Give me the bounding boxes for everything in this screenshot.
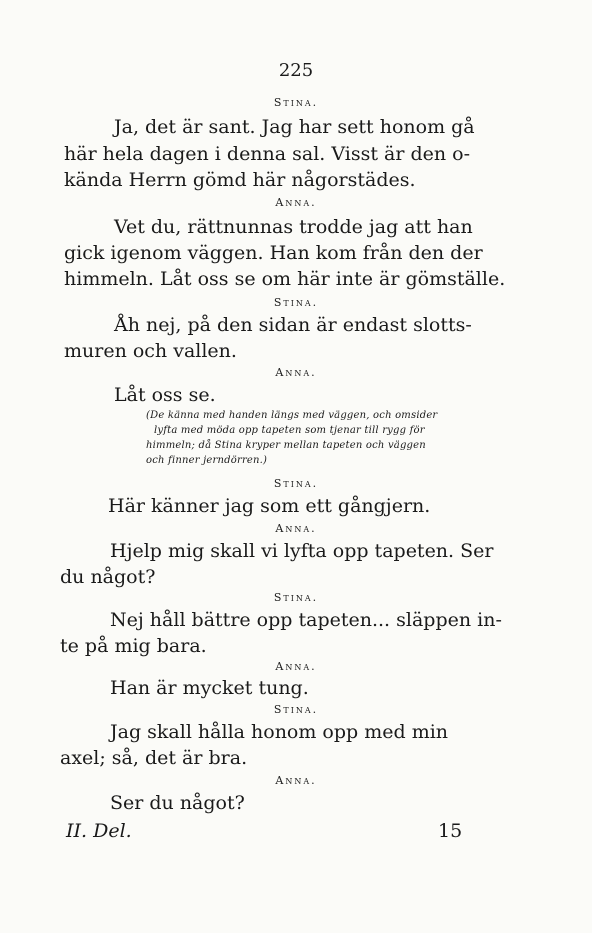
dialogue-line: te på mig bara.	[60, 635, 207, 657]
dialogue-line: Åh nej, på den sidan är endast slotts-	[114, 314, 472, 336]
dialogue-line: här hela dagen i denna sal. Visst är den o-	[64, 143, 471, 165]
dialogue-line: Ser du något?	[110, 792, 245, 814]
speaker-name: Anna.	[275, 366, 317, 379]
speaker-name: Stina.	[273, 703, 319, 716]
dialogue-line: Jag skall hålla honom opp med min	[110, 721, 449, 743]
dialogue-line: Han är mycket tung.	[110, 677, 309, 699]
dialogue-line: gick igenom väggen. Han kom från den der	[64, 242, 483, 264]
stage-direction-line: lyfta med möda opp tapeten som tjenar till rygg för	[154, 425, 425, 436]
dialogue-line: Hjelp mig skall vi lyfta opp tapeten. Ser	[110, 540, 494, 562]
speaker-name: Anna.	[275, 774, 317, 787]
speaker-name: Anna.	[275, 522, 317, 535]
stage-direction-line: himmeln; då Stina kryper mellan tapeten och väggen	[146, 440, 426, 451]
dialogue-line: du något?	[60, 566, 156, 588]
speaker-name: Stina.	[273, 477, 319, 490]
dialogue-line: himmeln. Låt oss se om här inte är gömställe.	[64, 268, 506, 290]
speaker-name: Stina.	[273, 96, 319, 109]
speaker-name: Stina.	[273, 591, 319, 604]
dialogue-line: Ja, det är sant. Jag har sett honom gå	[114, 116, 475, 138]
stage-direction-line: (De känna med handen längs med väggen, och omsider	[146, 410, 438, 421]
dialogue-line: Här känner jag som ett gångjern.	[108, 495, 431, 517]
gathering-number: 15	[438, 820, 463, 842]
speaker-name: Anna.	[275, 196, 317, 209]
volume-signature: II. Del.	[66, 820, 132, 842]
dialogue-line: Låt oss se.	[114, 384, 216, 406]
stage-direction-line: och finner jerndörren.)	[146, 455, 268, 466]
dialogue-line: axel; så, det är bra.	[60, 747, 248, 769]
dialogue-line: Vet du, rättnunnas trodde jag att han	[114, 216, 473, 238]
speaker-name: Stina.	[273, 296, 319, 309]
page-number: 225	[278, 60, 314, 81]
dialogue-line: kända Herrn gömd här någorstädes.	[64, 169, 416, 191]
dialogue-line: Nej håll bättre opp tapeten... släppen in-	[110, 609, 502, 631]
speaker-name: Anna.	[275, 660, 317, 673]
dialogue-line: muren och vallen.	[64, 340, 237, 362]
